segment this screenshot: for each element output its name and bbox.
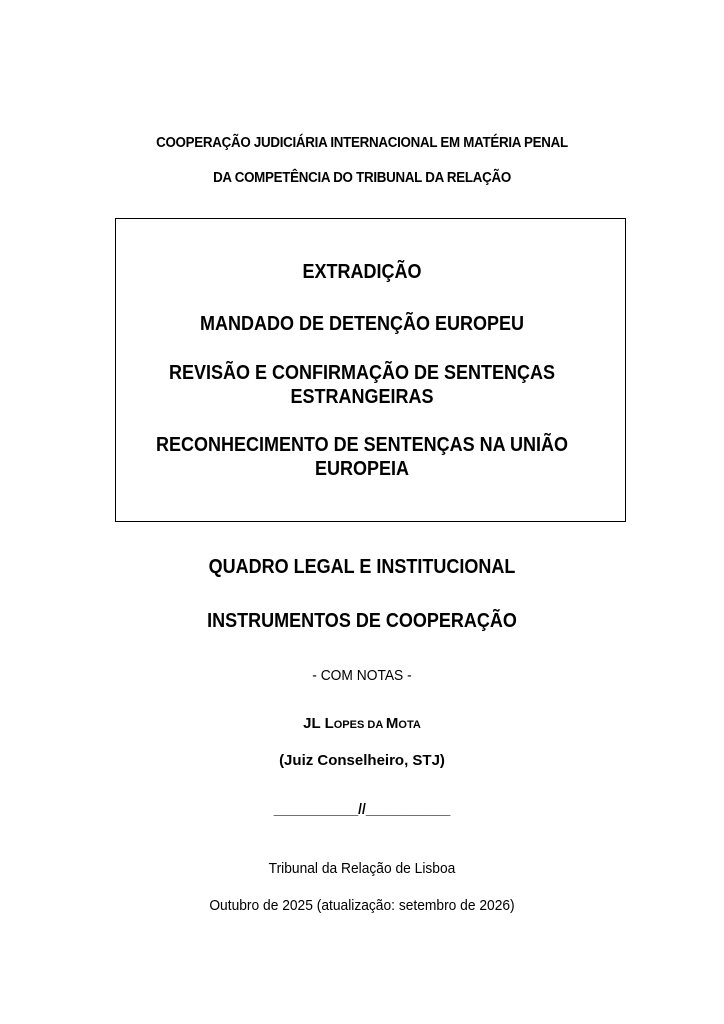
topic-revision-line-1: REVISÃO E CONFIRMAÇÃO DE SENTENÇAS: [168, 362, 556, 384]
header-line-2: DA COMPETÊNCIA DO TRIBUNAL DA RELAÇÃO: [213, 170, 511, 186]
header-line-1: COOPERAÇÃO JUDICIÁRIA INTERNACIONAL EM MATÉRIA PENAL: [156, 135, 568, 151]
author-last-cap: M: [385, 715, 399, 732]
subtitle-legal-framework: QUADRO LEGAL E INSTITUCIONAL: [208, 556, 516, 578]
topic-revision-line-2: ESTRANGEIRAS: [290, 386, 434, 408]
institution: Tribunal da Relação de Lisboa: [268, 860, 456, 877]
author-name: [0, 715, 724, 732]
topic-recognition-line-2: EUROPEIA: [314, 458, 410, 480]
author-initials: JL: [303, 715, 325, 732]
topic-extradition: EXTRADIÇÃO: [302, 261, 422, 283]
publication-date: Outubro de 2025 (atualização: setembro de 2026): [209, 897, 515, 914]
topic-recognition-line-1: RECONHECIMENTO DE SENTENÇAS NA UNIÃO: [155, 434, 569, 456]
author-first-rest: OPES DA: [333, 719, 386, 731]
notes-label: - COM NOTAS -: [312, 667, 412, 684]
topic-european-arrest-warrant: MANDADO DE DETENÇÃO EUROPEU: [199, 313, 525, 335]
separator: ___________//___________: [273, 801, 451, 818]
author-role: (Juiz Conselheiro, STJ): [279, 752, 445, 769]
author-first-cap: L: [324, 715, 334, 732]
subtitle-cooperation-instruments: INSTRUMENTOS DE COOPERAÇÃO: [207, 610, 517, 632]
author-last-rest: OTA: [398, 719, 421, 731]
